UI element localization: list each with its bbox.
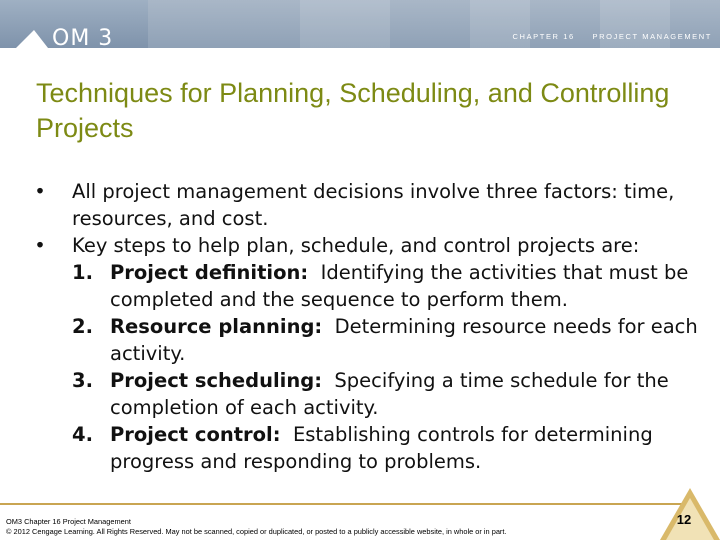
footer-text xyxy=(6,517,656,537)
chapter-label xyxy=(499,32,712,42)
slide-body xyxy=(30,178,710,475)
step-item xyxy=(30,259,710,313)
step-item xyxy=(30,421,710,475)
step-item xyxy=(30,313,710,367)
chapter-number: CHAPTER 16 xyxy=(512,32,575,41)
step-description: Establishing controls for determining progress and responding to problems. xyxy=(110,423,653,473)
step-number: 3. xyxy=(72,369,93,392)
chapter-topic: PROJECT MANAGEMENT xyxy=(592,32,712,41)
footer-line-1: OM3 Chapter 16 Project Management xyxy=(6,517,131,526)
bullet-dot: • xyxy=(34,234,46,257)
step-description: Specifying a time schedule for the completion of each activity. xyxy=(110,369,669,419)
step-number: 4. xyxy=(72,423,93,446)
step-term: Project control: xyxy=(110,423,281,446)
bullet-text: All project management decisions involve three factors: time, resources, and cost. xyxy=(72,180,675,230)
footer-divider xyxy=(0,503,690,505)
step-term: Project scheduling: xyxy=(110,369,323,392)
step-number: 1. xyxy=(72,261,93,284)
step-description: Identifying the activities that must be completed and the sequence to perform them. xyxy=(110,261,689,311)
page-number: 12 xyxy=(676,512,692,527)
footer-line-2: © 2012 Cengage Learning. All Rights Reserved. May not be scanned, copied or duplicated, or posted to a publicly accessible website, in whole or in part. xyxy=(6,527,507,536)
header-stripe xyxy=(300,0,390,48)
header-banner xyxy=(0,0,720,48)
step-description: Determining resource needs for each activity. xyxy=(110,315,698,365)
slide-title: Techniques for Planning, Scheduling, and Controlling Projects xyxy=(36,78,670,143)
logo-text: OM 3 xyxy=(52,26,114,48)
bullet-item xyxy=(30,178,710,232)
step-term: Resource planning: xyxy=(110,315,323,338)
step-number: 2. xyxy=(72,315,93,338)
step-item xyxy=(30,367,710,421)
bullet-dot: • xyxy=(34,180,46,203)
bullet-item xyxy=(30,232,710,259)
bullet-text: Key steps to help plan, schedule, and control projects are: xyxy=(72,234,640,257)
step-term: Project definition: xyxy=(110,261,309,284)
steps-list xyxy=(30,259,710,475)
